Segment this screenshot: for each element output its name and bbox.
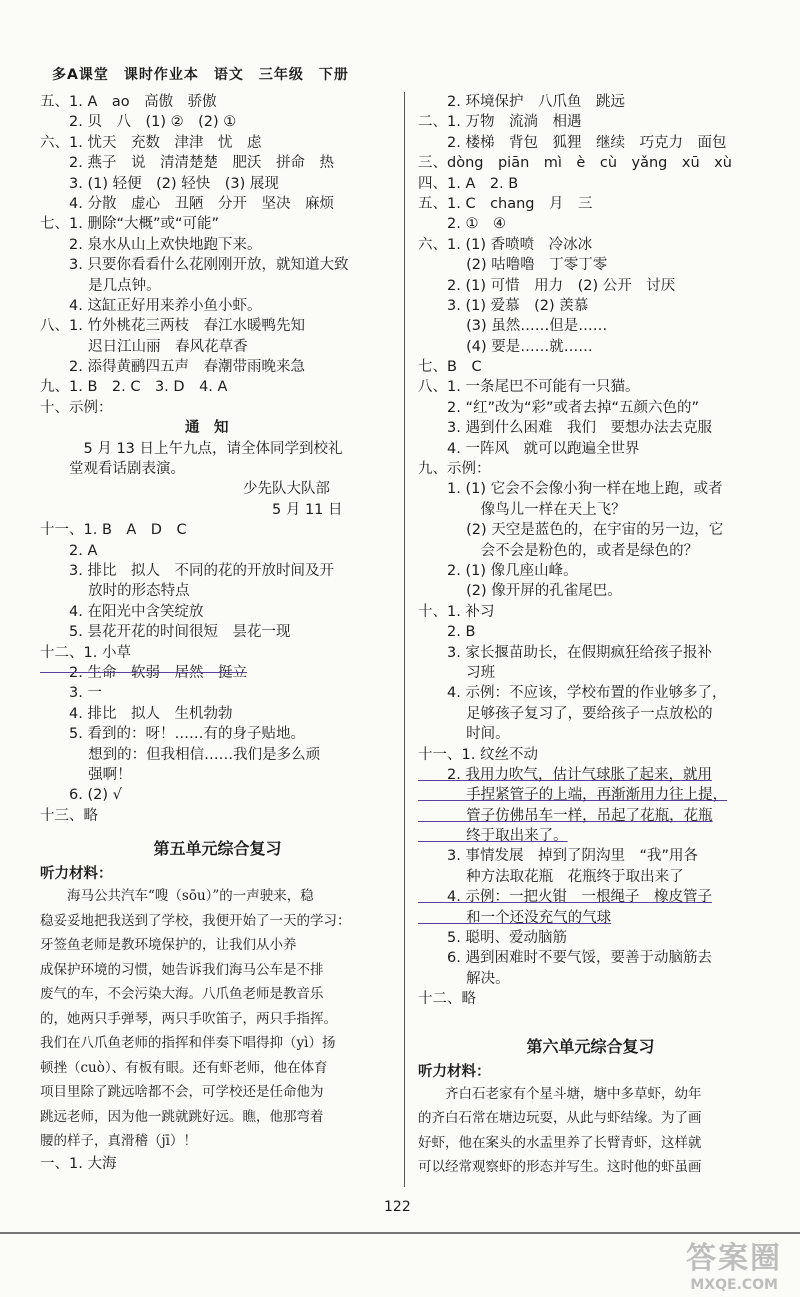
right-answer-line: (2) 像开屏的孔雀尾巴。 bbox=[418, 583, 622, 600]
right-answer-line: 2. (1) 像几座山峰。 bbox=[418, 562, 578, 579]
left-answer-line: 3. 排比 拟人 不同的花的开放时间及开 bbox=[40, 562, 334, 579]
page-header: 多A课堂 课时作业本 语文 三年级 下册 bbox=[52, 67, 349, 83]
unit5-listening-line: 牙签鱼老师是教环境保护的，让我们从小养 bbox=[40, 937, 297, 954]
right-answer-line: 九、示例： bbox=[418, 461, 491, 478]
left-answer-line: 4. 这缸正好用来养小鱼小虾。 bbox=[40, 297, 262, 314]
left-answer-line: 5 月 13 日上午九点，请全体同学到校礼 bbox=[40, 440, 343, 457]
unit5-listening-line: 稳妥妥地把我送到了学校，我便开始了一天的学习： bbox=[40, 912, 351, 929]
right-answer-line: 1. (1) 它会不会像小狗一样在地上跑，或者 bbox=[418, 481, 723, 498]
left-answer-line: 2. 泉水从山上欢快地跑下来。 bbox=[40, 236, 262, 253]
right-answer-line: 4. 一阵风 就可以跑遍全世界 bbox=[418, 440, 640, 457]
right-answer-line: (2) 咕噜噜 丁零丁零 bbox=[418, 257, 608, 274]
right-answer-line: 六、1. (1) 香喷喷 冷冰冰 bbox=[418, 236, 593, 253]
right-answer-line: 三、dòng piān mì è cù yǎng xū xù bbox=[418, 155, 732, 172]
right-answer-line: 种方法取花瓶 花瓶终于取出来了 bbox=[418, 868, 684, 885]
left-answer-line: 少先队大队部 bbox=[40, 481, 330, 498]
unit5-listening-label: 听力材料： bbox=[40, 866, 113, 883]
left-answer-line: 六、1. 忧天 充数 津津 忧 虑 bbox=[40, 134, 262, 151]
right-answer-line: 八、1. 一条尾巴不可能有一只猫。 bbox=[418, 379, 640, 396]
right-answer-line: 2. ① ④ bbox=[418, 216, 506, 233]
right-answer-line: 终于取出来了。 bbox=[418, 828, 568, 845]
column-divider bbox=[404, 92, 405, 1187]
left-answer-line: 4. 分散 虚心 丑陋 分开 坚决 麻烦 bbox=[40, 195, 334, 212]
left-answer-line: 堂观看话剧表演。 bbox=[40, 461, 185, 478]
left-answer-line: 4. 在阳光中含笑绽放 bbox=[40, 603, 204, 620]
left-answer-line: 3. (1) 轻便 (2) 轻快 (3) 展现 bbox=[40, 175, 279, 192]
left-answer-line: 五、1. A ao 高傲 骄傲 bbox=[40, 94, 217, 110]
right-answer-line: 2. 环境保护 八爪鱼 跳远 bbox=[418, 94, 625, 110]
unit6-listening-text bbox=[418, 1082, 763, 1180]
left-answer-line: 十、示例： bbox=[40, 399, 113, 416]
right-answer-line: (2) 天空是蓝色的，在宇宙的另一边，它 bbox=[418, 522, 724, 539]
right-answer-line: 4. 示例：一把火钳 一根绳子 橡皮管子 bbox=[418, 889, 712, 906]
left-answer-line: 九、1. B 2. C 3. D 4. A bbox=[40, 379, 228, 396]
left-answer-line: 十三、略 bbox=[40, 807, 98, 824]
unit5-listening-line: 项目里除了跳远啥都不会，可学校还是任命他为 bbox=[40, 1084, 324, 1101]
right-answer-line: 2. 我用力吹气，估计气球胀了起来，就用 bbox=[418, 766, 712, 783]
unit5-listening-line: 海马公共汽车“嗖（sōu）”的一声驶来，稳 bbox=[40, 888, 314, 905]
left-answer-line: 5. 昙花开花的时间很短 昙花一现 bbox=[40, 624, 291, 641]
unit6-listening-line: 可以经常观察虾的形态并写生。这时他的虾虽画 bbox=[418, 1159, 702, 1176]
right-answer-line: 二、1. 万物 流淌 相遇 bbox=[418, 114, 582, 131]
left-answer-line: 5. 看到的：呀！……有的身子贴地。 bbox=[40, 726, 305, 743]
right-answer-line: 2. “红”改为“彩”或者去掉“五颜六色的” bbox=[418, 399, 700, 416]
unit5-listening-line: 跳远老师，因为他一跳就跳好远。瞧，他那弯着 bbox=[40, 1108, 324, 1125]
left-answer-line: 七、1. 删除“大概”或“可能” bbox=[40, 216, 219, 233]
unit5-listening-line: 我们在八爪鱼老师的指挥和伴奏下唱得抑（yì）扬 bbox=[40, 1035, 336, 1052]
left-answer-line: 通 知 bbox=[40, 420, 229, 437]
right-answer-line: 和一个还没充气的气球 bbox=[418, 909, 612, 926]
right-answer-line: 十一、1. 纹丝不动 bbox=[418, 746, 538, 763]
watermark-logo: 答案圈 bbox=[686, 1241, 782, 1276]
right-answer-line: 3. (1) 爱慕 (2) 羡慕 bbox=[418, 297, 589, 314]
right-answer-line: (3) 虽然……但是…… bbox=[418, 318, 608, 335]
left-answer-line: 2. 燕子 说 清清楚楚 肥沃 拼命 热 bbox=[40, 155, 334, 172]
page-number: 122 bbox=[384, 1199, 411, 1215]
unit5-title: 第五单元综合复习 bbox=[153, 839, 282, 859]
left-answer-line: 想到的：但我相信……我们是多么顽 bbox=[40, 746, 321, 763]
right-answer-line: 解决。 bbox=[418, 970, 510, 987]
unit5-listening-line: 的，她两只手弹琴，两只手吹笛子，两只手指挥。 bbox=[40, 1010, 337, 1027]
left-answer-line: 放时的形态特点 bbox=[40, 583, 190, 600]
right-answer-line: 2. B bbox=[418, 624, 476, 641]
right-answer-line: 4. 示例：不应该，学校布置的作业够多了， bbox=[418, 685, 727, 702]
left-answer-line: 是几点钟。 bbox=[40, 277, 161, 294]
unit6-listening-line: 齐白石老家有个星斗塘，塘中多草虾，幼年 bbox=[418, 1085, 702, 1102]
unit6-listening-line: 的齐白石常在塘边玩耍，从此与虾结缘。为了画 bbox=[418, 1110, 702, 1127]
left-answer-line: 强啊！ bbox=[40, 766, 132, 783]
right-answer-line: 手捏紧管子的上端，再渐渐用力往上提， bbox=[418, 787, 728, 804]
left-answer-line: 八、1. 竹外桃花三两枝 春江水暖鸭先知 bbox=[40, 318, 305, 335]
unit5-listening-text bbox=[40, 884, 395, 1154]
left-answer-line: 十二、1. 小草 bbox=[40, 644, 131, 661]
left-answer-line: 4. 排比 拟人 生机勃勃 bbox=[40, 705, 233, 722]
bottom-rule bbox=[0, 1232, 800, 1234]
right-column bbox=[418, 92, 763, 1180]
right-answer-line: 2. (1) 可惜 用力 (2) 公开 讨厌 bbox=[418, 277, 676, 294]
unit5-listening-line: 腰的样子，真滑稽（jī）！ bbox=[40, 1133, 198, 1150]
right-answer-line: 3. 事情发展 掉到了阴沟里 “我”用各 bbox=[418, 848, 698, 865]
unit5-listening-line: 顿挫（cuò）、有板有眼。还有虾老师，他在体育 bbox=[40, 1059, 328, 1076]
unit6-listening-line: 好虾，他在案头的水盂里养了长臂青虾，这样就 bbox=[418, 1134, 702, 1151]
left-answer-line: 十一、1. B A D C bbox=[40, 522, 187, 539]
right-answer-line: 6. 遇到困难时不要气馁，要善于动脑筋去 bbox=[418, 950, 712, 967]
unit6-title: 第六单元综合复习 bbox=[526, 1036, 655, 1056]
left-answer-line: 3. 只要你看看什么花刚刚开放，就知道大致 bbox=[40, 257, 349, 274]
right-answer-line: 管子仿佛吊车一样，吊起了花瓶，花瓶 bbox=[418, 807, 713, 824]
left-answer-line: 3. 一 bbox=[40, 685, 102, 702]
left-answer-line: 2. A bbox=[40, 542, 98, 559]
left-answer-line: 6. (2) √ bbox=[40, 787, 122, 804]
unit5-listening-line: 成保护环境的习惯，她告诉我们海马公车是不排 bbox=[40, 961, 324, 978]
right-answer-line: 3. 遇到什么困难 我们 要想办法去克服 bbox=[418, 420, 712, 437]
right-answer-line: 2. 楼梯 背包 狐狸 继续 巧克力 面包 bbox=[418, 134, 727, 151]
right-answer-line: 足够孩子复习了，要给孩子一点放松的 bbox=[418, 705, 713, 722]
left-answer-line: 2. 添得黄鹂四五声 春潮带雨晚来急 bbox=[40, 359, 305, 376]
right-answer-line: 会不会是粉色的，或者是绿色的？ bbox=[418, 542, 699, 559]
left-answer-lines bbox=[40, 92, 395, 826]
right-answer-line: 时间。 bbox=[418, 726, 510, 743]
right-answer-line: 3. 家长揠苗助长，在假期疯狂给孩子报补 bbox=[418, 644, 712, 661]
right-answer-line: 四、1. A 2. B bbox=[418, 175, 519, 192]
left-answer-line: 2. 生命 软弱 居然 挺立 bbox=[40, 664, 247, 681]
left-answer-line: 迟日江山丽 春风花草香 bbox=[40, 338, 248, 355]
left-column bbox=[40, 92, 395, 1174]
left-answer-line: 5 月 11 日 bbox=[40, 501, 343, 518]
left-last-line: 一、1. 大海 bbox=[40, 1155, 117, 1172]
right-answer-line: 十二、略 bbox=[418, 991, 476, 1008]
right-answer-line: (4) 要是……就…… bbox=[418, 338, 593, 355]
right-answer-line: 5. 聪明、爱动脑筋 bbox=[418, 930, 567, 947]
right-answer-line: 习班 bbox=[418, 664, 496, 681]
left-answer-line: 2. 贝 八 (1) ② (2) ① bbox=[40, 114, 237, 131]
right-answer-line: 七、B C bbox=[418, 359, 482, 376]
right-answer-line: 像鸟儿一样在天上飞？ bbox=[418, 501, 626, 518]
right-answer-lines bbox=[418, 92, 763, 1010]
unit5-listening-line: 废气的车，不会污染大海。八爪鱼老师是教音乐 bbox=[40, 986, 324, 1003]
watermark-url: MXQE.COM bbox=[690, 1277, 778, 1293]
right-answer-line: 十、1. 补习 bbox=[418, 603, 495, 620]
unit6-listening-label: 听力材料： bbox=[418, 1063, 491, 1080]
right-answer-line: 五、1. C chang 月 三 bbox=[418, 195, 593, 212]
